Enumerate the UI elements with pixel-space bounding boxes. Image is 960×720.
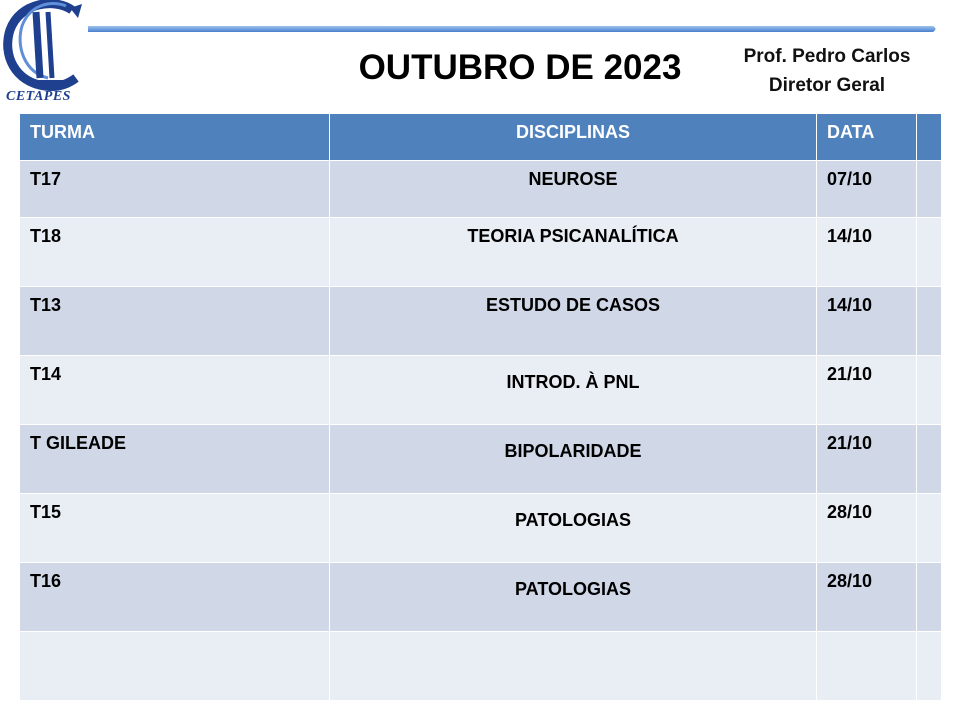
- cell-turma: T GILEADE: [20, 425, 330, 494]
- cell-extra: [917, 632, 942, 701]
- column-header-turma: TURMA: [20, 114, 330, 161]
- cell-disciplina: ESTUDO DE CASOS: [330, 287, 817, 356]
- cell-turma: T18: [20, 218, 330, 287]
- cell-data: 14/10: [817, 287, 917, 356]
- cell-data: 21/10: [817, 425, 917, 494]
- cell-extra: [917, 425, 942, 494]
- cell-turma: T15: [20, 494, 330, 563]
- cell-data: 07/10: [817, 161, 917, 218]
- table-row: [20, 632, 942, 701]
- cell-disciplina: BIPOLARIDADE: [330, 425, 817, 494]
- logo-text: CETAPES: [6, 89, 71, 104]
- schedule-table: [19, 113, 942, 701]
- column-header-data: DATA: [817, 114, 917, 161]
- cell-disciplina: TEORIA PSICANALÍTICA: [330, 218, 817, 287]
- cell-extra: [917, 563, 942, 632]
- signature-name: Prof. Pedro Carlos: [743, 46, 911, 67]
- cell-extra: [917, 356, 942, 425]
- cell-extra: [917, 287, 942, 356]
- cell-data: 21/10: [817, 356, 917, 425]
- page-title: OUTUBRO DE 2023: [358, 48, 682, 87]
- cell-turma: [20, 632, 330, 701]
- cell-disciplina: INTROD. À PNL: [330, 356, 817, 425]
- cetapes-logo: [0, 0, 90, 108]
- cell-data: 28/10: [817, 563, 917, 632]
- signature-role: Diretor Geral: [768, 75, 886, 96]
- cell-extra: [917, 218, 942, 287]
- table-row: [20, 161, 942, 218]
- cell-disciplina: PATOLOGIAS: [330, 494, 817, 563]
- column-header-extra: [917, 114, 942, 161]
- table-row: [20, 494, 942, 563]
- cell-data: 28/10: [817, 494, 917, 563]
- cell-extra: [917, 161, 942, 218]
- table-row: [20, 425, 942, 494]
- logo-c-icon: [0, 0, 90, 92]
- signature-block: [722, 42, 932, 100]
- cell-data: 14/10: [817, 218, 917, 287]
- table-row: [20, 356, 942, 425]
- table-header-row: [20, 114, 942, 161]
- cell-disciplina: NEUROSE: [330, 161, 817, 218]
- cell-data: [817, 632, 917, 701]
- table-row: [20, 287, 942, 356]
- cell-turma: T17: [20, 161, 330, 218]
- column-header-disciplinas: DISCIPLINAS: [330, 114, 817, 161]
- cell-turma: T13: [20, 287, 330, 356]
- cell-extra: [917, 494, 942, 563]
- cell-disciplina: PATOLOGIAS: [330, 563, 817, 632]
- cell-disciplina: [330, 632, 817, 701]
- table-row: [20, 218, 942, 287]
- cell-turma: T16: [20, 563, 330, 632]
- table-row: [20, 563, 942, 632]
- header-bar: [88, 25, 938, 33]
- cell-turma: T14: [20, 356, 330, 425]
